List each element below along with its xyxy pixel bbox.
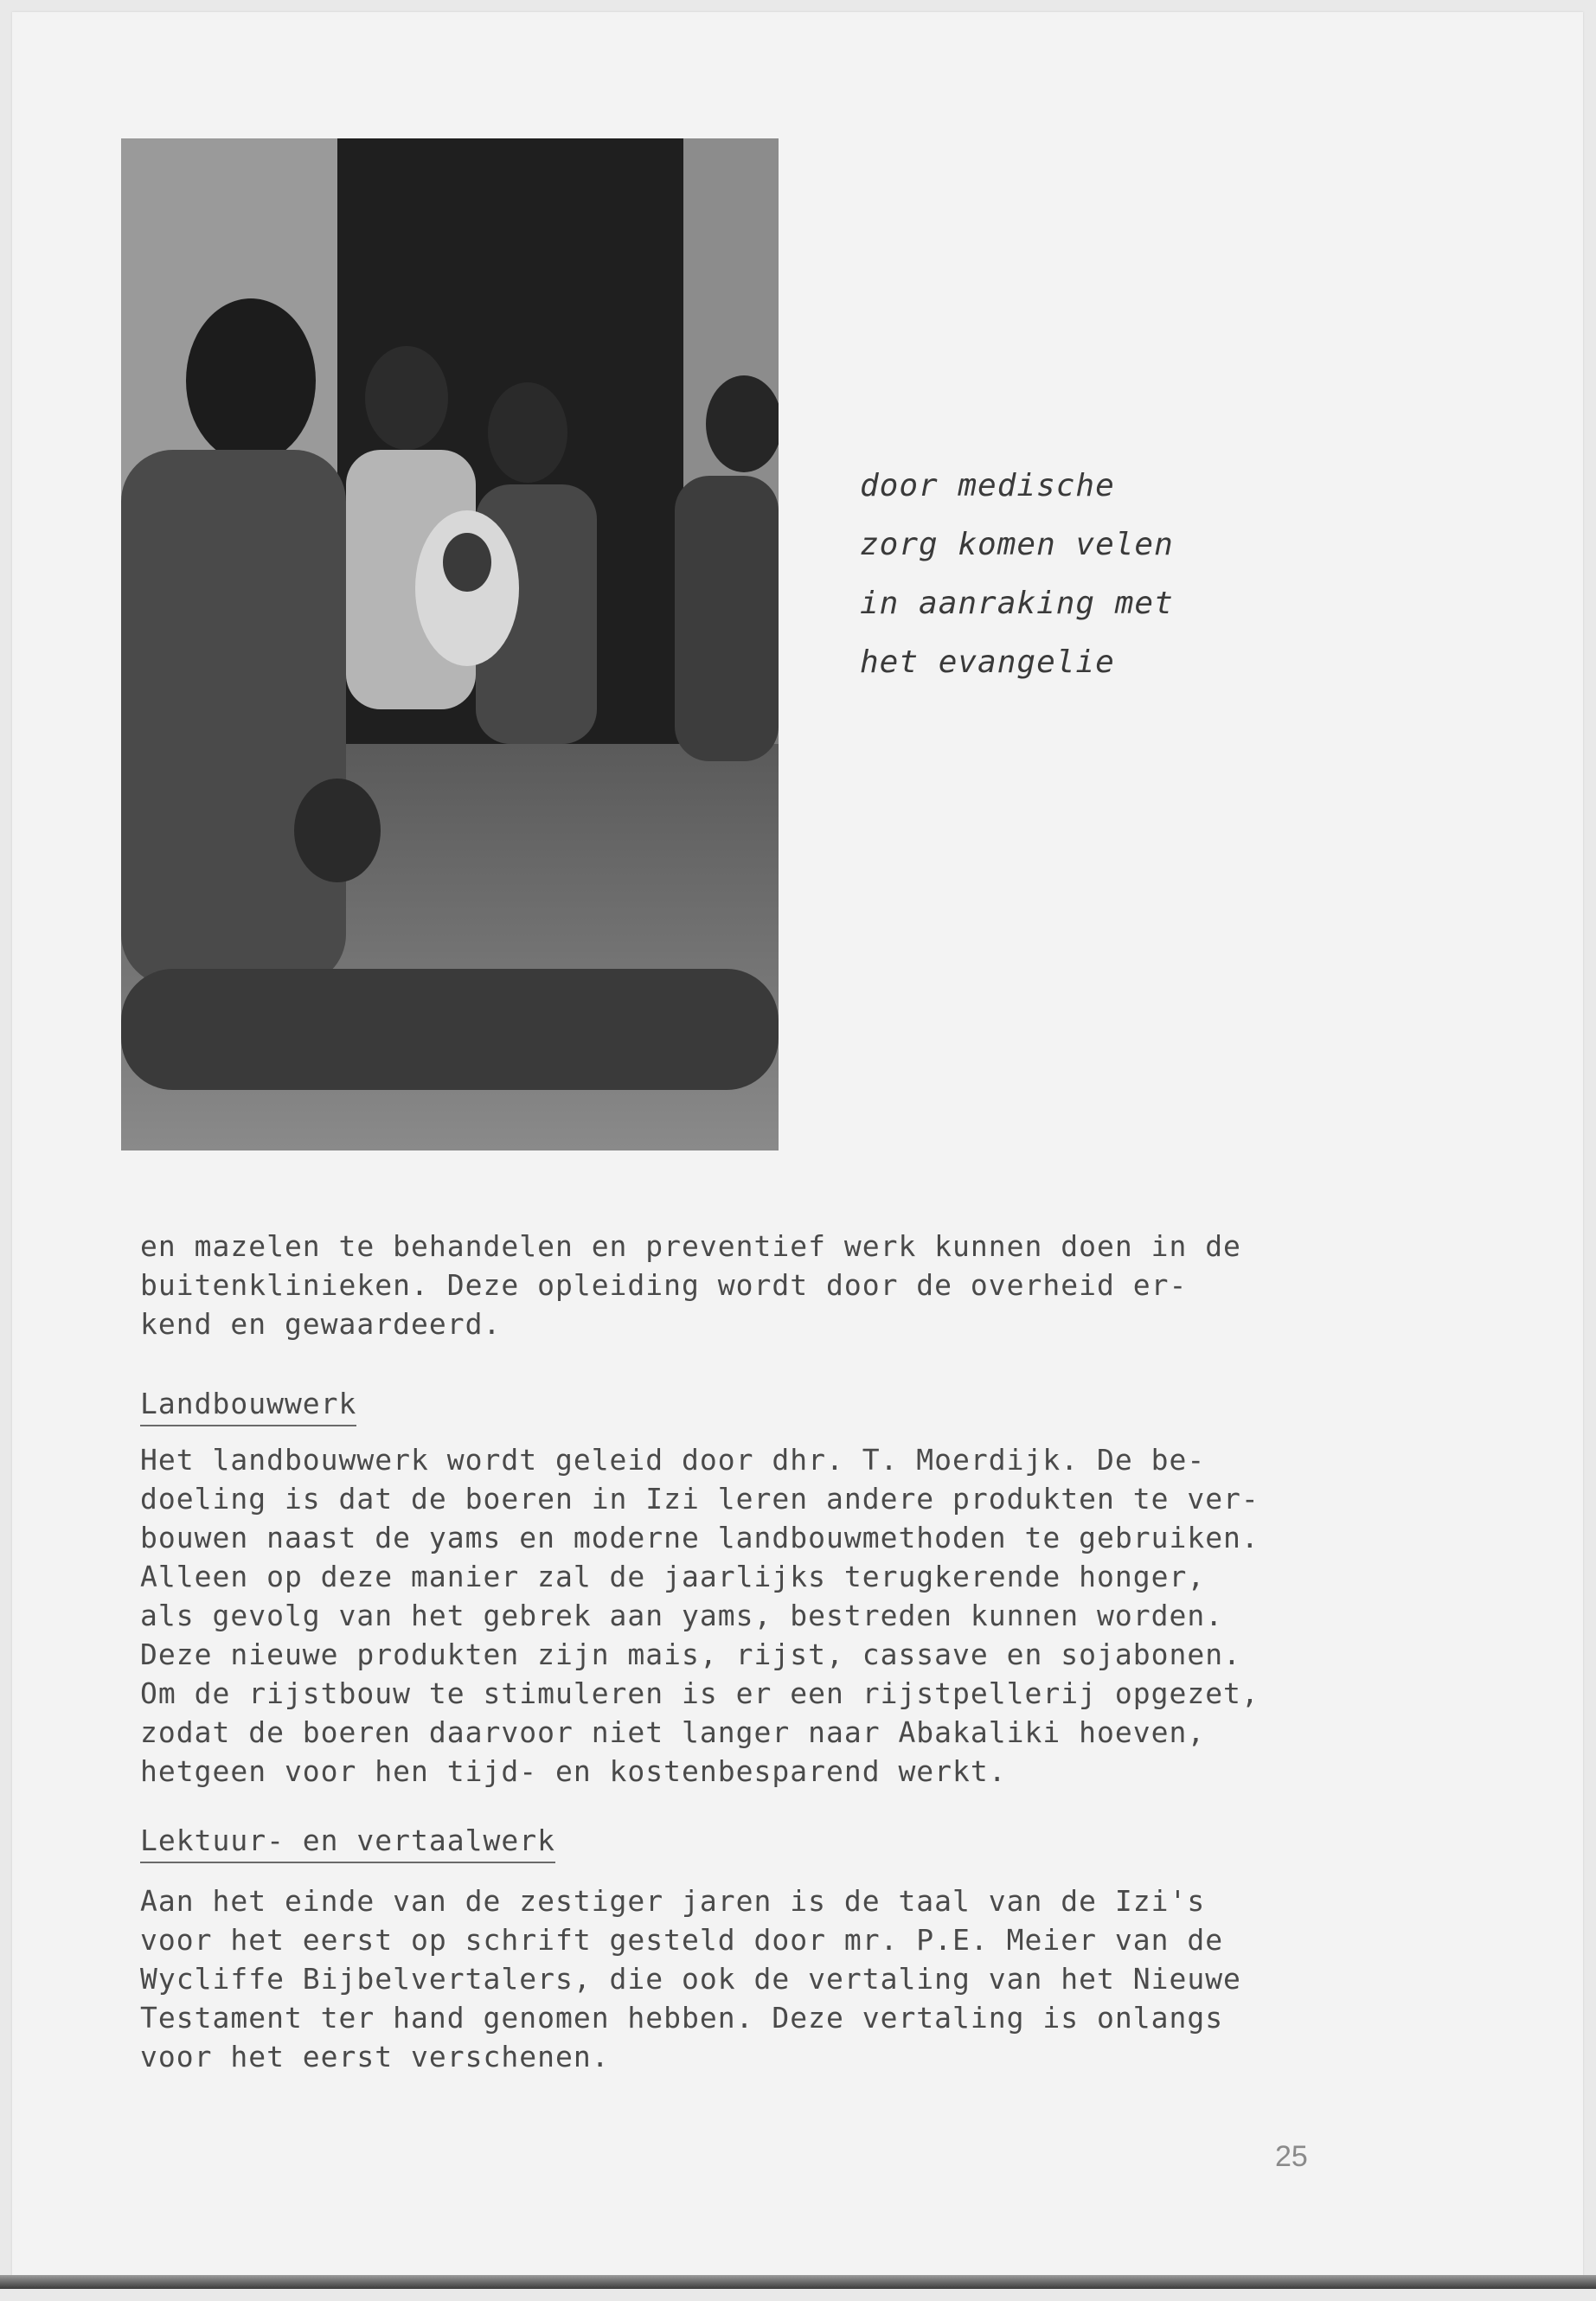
text-line: Deze nieuwe produkten zijn mais, rijst, cassave en sojabonen. [140,1638,1241,1671]
text-line: hetgeen voor hen tijd- en kostenbesparend werkt. [140,1754,1007,1788]
text-line: Testament ter hand genomen hebben. Deze vertaling is onlangs [140,2001,1224,2035]
text-line: Om de rijstbouw te stimuleren is er een rijstpellerij opgezet, [140,1676,1259,1710]
section-heading-landbouwwerk: Landbouwwerk [140,1384,356,1426]
photograph-icon [121,138,779,1150]
text-line: Het landbouwwerk wordt geleid door dhr. T. Moerdijk. De be- [140,1443,1206,1477]
section-heading-lektuur: Lektuur- en vertaalwerk [140,1821,555,1863]
text-line: zodat de boeren daarvoor niet langer naar Abakaliki hoeven, [140,1715,1206,1749]
text-line: en mazelen te behandelen en preventief werk kunnen doen in de [140,1229,1241,1263]
landbouwwerk-paragraph [140,1440,1351,1791]
caption-line: door medische [860,468,1115,503]
text-line: voor het eerst verschenen. [140,2040,610,2073]
text-line: Wycliffe Bijbelvertalers, die ook de vertaling van het Nieuwe [140,1962,1241,1996]
page-number: 25 [1275,2140,1308,2173]
text-line: Alleen op deze manier zal de jaarlijks terugkerende honger, [140,1560,1206,1593]
lektuur-paragraph [140,1881,1351,2076]
photo-caption [860,457,1174,692]
black-and-white-photo [121,138,779,1150]
intro-paragraph [140,1227,1351,1343]
text-line: kend en gewaardeerd. [140,1307,502,1341]
caption-line: in aanraking met [860,586,1174,621]
caption-line: zorg komen velen [860,527,1174,562]
text-line: voor het eerst op schrift gesteld door mr. P.E. Meier van de [140,1923,1224,1957]
text-line: als gevolg van het gebrek aan yams, bestreden kunnen worden. [140,1599,1224,1632]
text-line: buitenklinieken. Deze opleiding wordt door de overheid er- [140,1268,1188,1302]
text-line: bouwen naast de yams en moderne landbouwmethoden te gebruiken. [140,1521,1259,1554]
text-line: Aan het einde van de zestiger jaren is de taal van de Izi's [140,1884,1206,1918]
scan-edge [0,2275,1596,2289]
text-line: doeling is dat de boeren in Izi leren andere produkten te ver- [140,1482,1259,1516]
caption-line: het evangelie [860,644,1115,680]
